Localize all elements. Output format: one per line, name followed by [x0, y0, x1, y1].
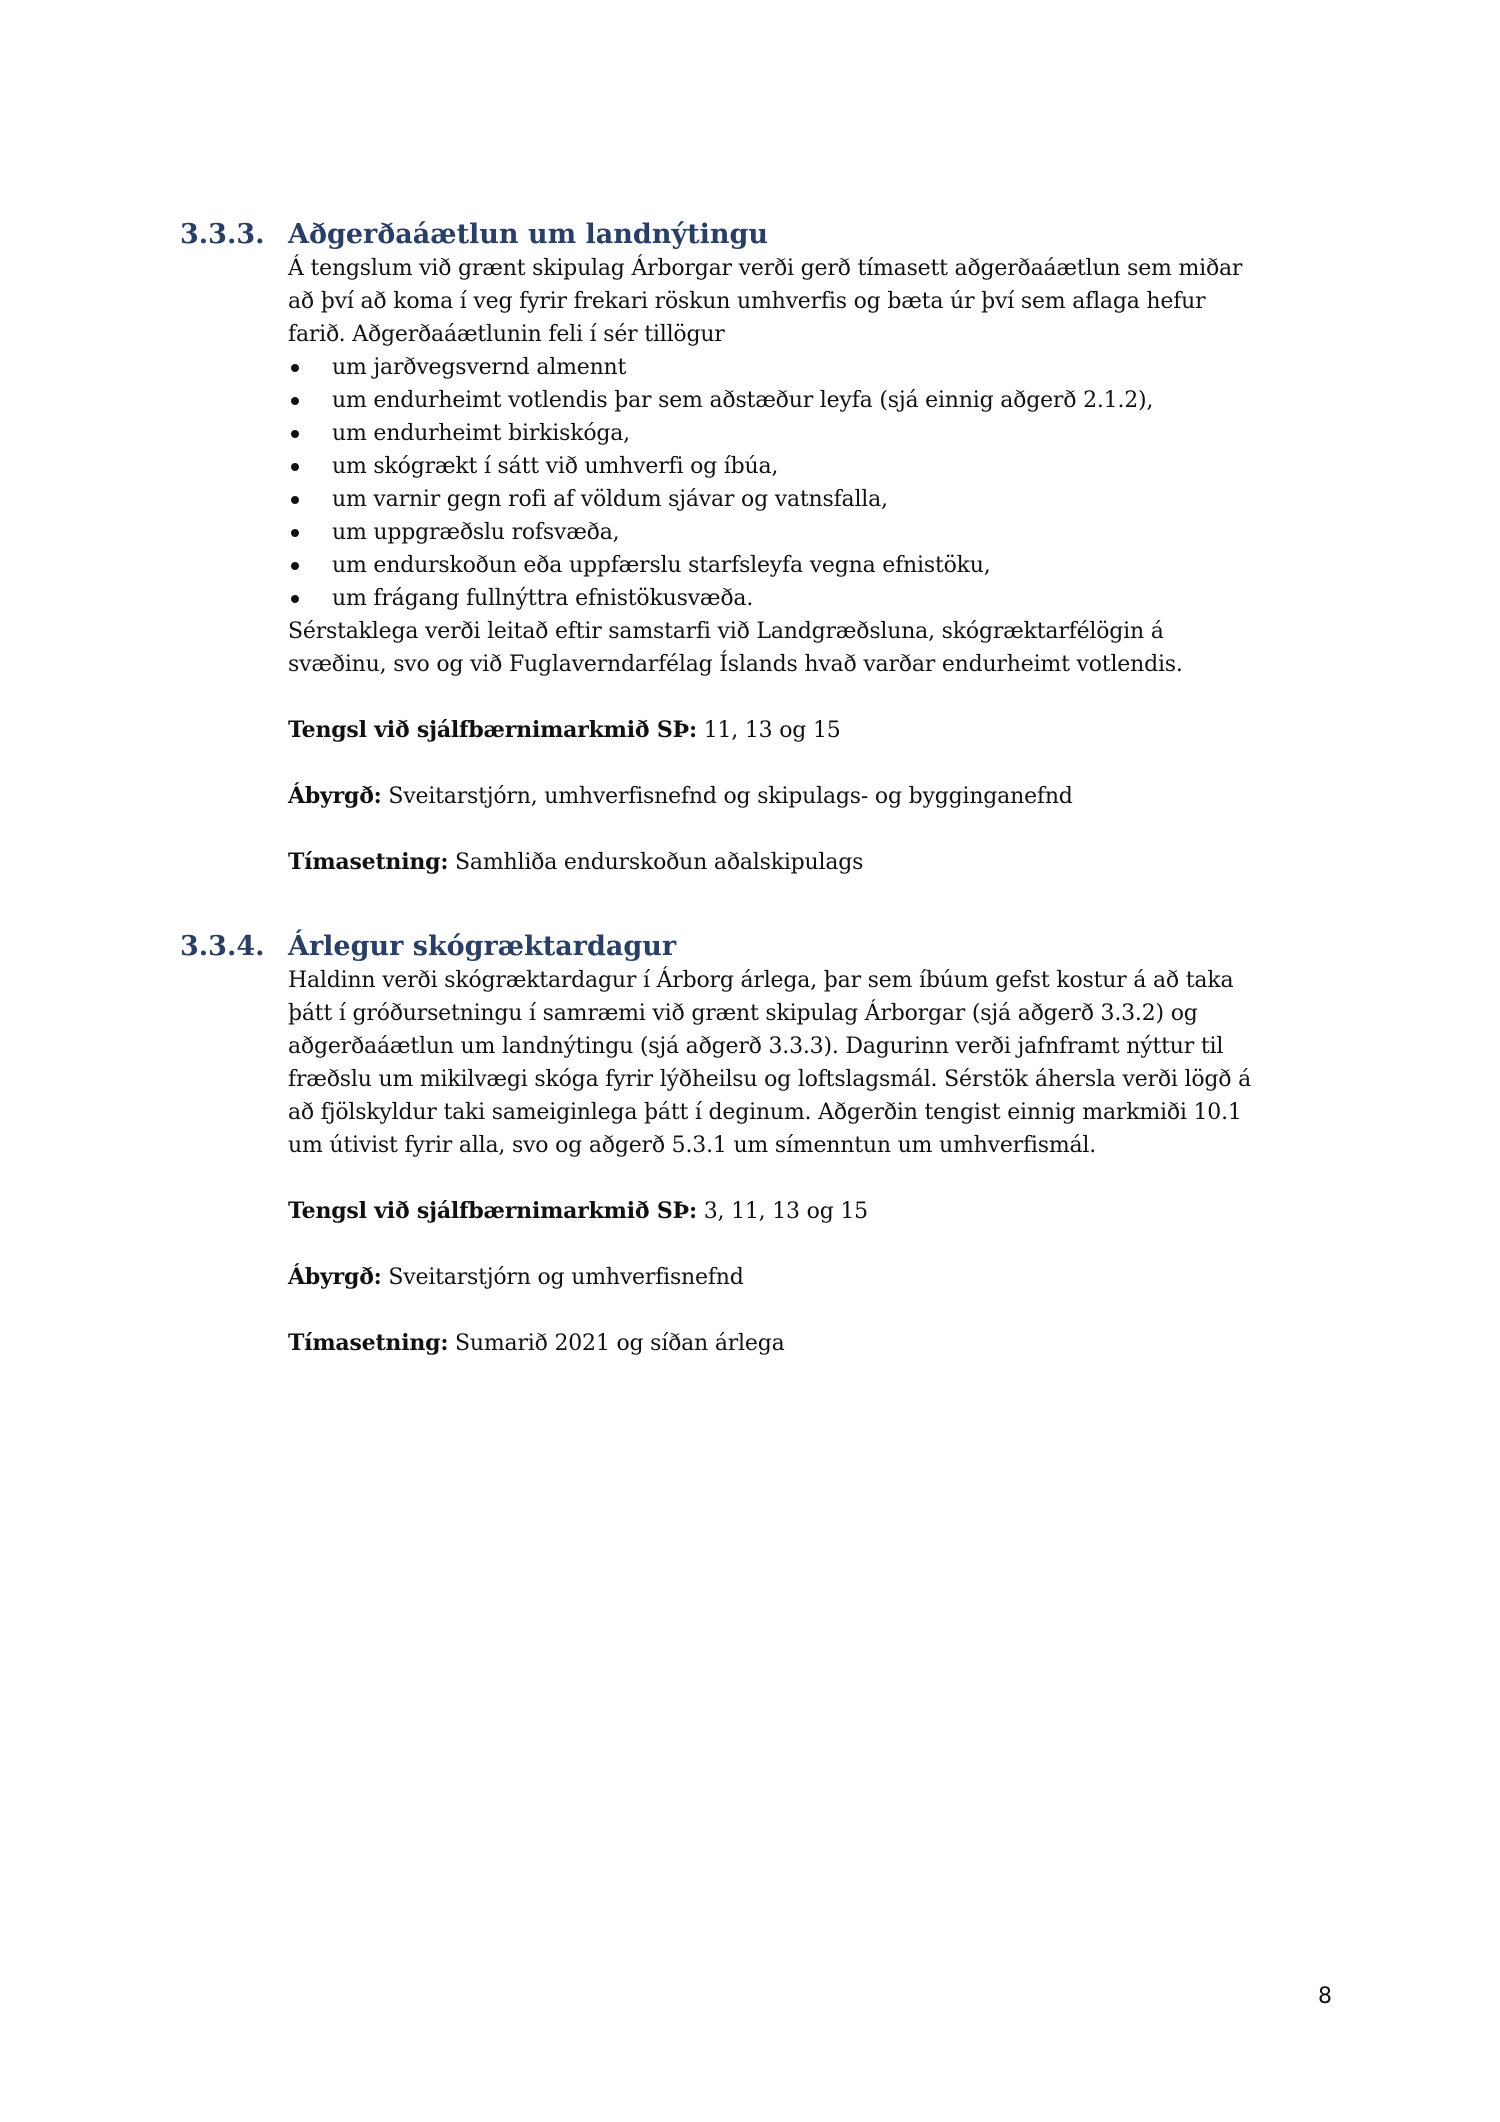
- bullet-icon: [291, 562, 299, 570]
- section-body: [288, 964, 1330, 1360]
- responsibility-line: [288, 1261, 1330, 1294]
- bullet-icon: [291, 496, 299, 504]
- list-item: [288, 417, 1330, 450]
- sdg-link-line: [288, 1195, 1330, 1228]
- sdg-link-label: Tengsl við sjálfbærnimarkmið SÞ:: [288, 1198, 697, 1224]
- text-line: um útivist fyrir alla, svo og aðgerð 5.3.1 um símenntun um umhverfismál.: [288, 1133, 1097, 1158]
- text-line: farið. Aðgerðaáætlunin feli í sér tillögur: [288, 322, 725, 347]
- section-body: [288, 252, 1330, 879]
- list-item: [288, 483, 1330, 516]
- closing-paragraph: [288, 615, 1330, 681]
- list-item-text: um endurskoðun eða uppfærslu starfsleyfa vegna efnistöku,: [332, 553, 991, 578]
- responsibility-label: Ábyrgð:: [288, 783, 382, 809]
- sdg-link-label: Tengsl við sjálfbærnimarkmið SÞ:: [288, 717, 697, 743]
- proposal-list: [288, 351, 1330, 615]
- section-3-3-3: [180, 218, 1330, 879]
- responsibility-value: Sveitarstjórn og umhverfisnefnd: [381, 1265, 744, 1290]
- list-item-text: um jarðvegsvernd almennt: [332, 355, 627, 380]
- list-item: [288, 351, 1330, 384]
- timing-label: Tímasetning:: [288, 1330, 449, 1356]
- responsibility-label: Ábyrgð:: [288, 1264, 382, 1290]
- section-3-3-4: [180, 930, 1330, 1360]
- bullet-icon: [291, 595, 299, 603]
- list-item: [288, 450, 1330, 483]
- page-number: 8: [1318, 1984, 1332, 2009]
- responsibility-value: Sveitarstjórn, umhverfisnefnd og skipulags- og bygginganefnd: [381, 784, 1073, 809]
- list-item-text: um uppgræðslu rofsvæða,: [332, 520, 620, 545]
- section-number: 3.3.3.: [180, 219, 265, 250]
- list-item-text: um frágang fullnýttra efnistökusvæða.: [332, 586, 754, 611]
- timing-line: [288, 846, 1330, 879]
- section-number: 3.3.4.: [180, 931, 265, 962]
- bullet-icon: [291, 529, 299, 537]
- intro-paragraph: [288, 252, 1330, 351]
- text-line: aðgerðaáætlun um landnýtingu (sjá aðgerð 3.3.3). Dagurinn verði jafnframt nýttur til: [288, 1034, 1224, 1059]
- timing-line: [288, 1327, 1330, 1360]
- list-item: [288, 582, 1330, 615]
- sdg-link-value: 11, 13 og 15: [696, 718, 841, 743]
- text-line: Haldinn verði skógræktardagur í Árborg árlega, þar sem íbúum gefst kostur á að taka: [288, 968, 1234, 993]
- text-line: fræðslu um mikilvægi skóga fyrir lýðheilsu og loftslagsmál. Sérstök áhersla verði lögð á: [288, 1067, 1252, 1092]
- text-line: að því að koma í veg fyrir frekari röskun umhverfis og bæta úr því sem aflaga hefur: [288, 289, 1206, 314]
- sdg-link-value: 3, 11, 13 og 15: [696, 1199, 868, 1224]
- list-item: [288, 384, 1330, 417]
- bullet-icon: [291, 397, 299, 405]
- timing-value: Samhliða endurskoðun aðalskipulags: [448, 850, 864, 875]
- list-item: [288, 516, 1330, 549]
- sdg-link-line: [288, 714, 1330, 747]
- text-line: þátt í gróðursetningu í samræmi við grænt skipulag Árborgar (sjá aðgerð 3.3.2) og: [288, 1001, 1198, 1026]
- intro-paragraph: [288, 964, 1330, 1162]
- responsibility-line: [288, 780, 1330, 813]
- section-title: Árlegur skógræktardagur: [288, 931, 677, 962]
- list-item-text: um endurheimt birkiskóga,: [332, 421, 630, 446]
- bullet-icon: [291, 463, 299, 471]
- list-item: [288, 549, 1330, 582]
- section-title: Aðgerðaáætlun um landnýtingu: [288, 219, 769, 250]
- timing-value: Sumarið 2021 og síðan árlega: [448, 1331, 785, 1356]
- list-item-text: um endurheimt votlendis þar sem aðstæður leyfa (sjá einnig aðgerð 2.1.2),: [332, 388, 1154, 413]
- bullet-icon: [291, 430, 299, 438]
- bullet-icon: [291, 364, 299, 372]
- text-line: Á tengslum við grænt skipulag Árborgar verði gerð tímasett aðgerðaáætlun sem miðar: [288, 256, 1243, 281]
- timing-label: Tímasetning:: [288, 849, 449, 875]
- section-heading: [180, 218, 1330, 252]
- section-heading: [180, 930, 1330, 964]
- text-line: svæðinu, svo og við Fuglaverndarfélag Íslands hvað varðar endurheimt votlendis.: [288, 652, 1183, 677]
- list-item-text: um skógrækt í sátt við umhverfi og íbúa,: [332, 454, 779, 479]
- text-line: að fjölskyldur taki sameiginlega þátt í deginum. Aðgerðin tengist einnig markmiði 10.1: [288, 1100, 1242, 1125]
- text-line: Sérstaklega verði leitað eftir samstarfi við Landgræðsluna, skógræktarfélögin á: [288, 619, 1164, 644]
- list-item-text: um varnir gegn rofi af völdum sjávar og vatnsfalla,: [332, 487, 888, 512]
